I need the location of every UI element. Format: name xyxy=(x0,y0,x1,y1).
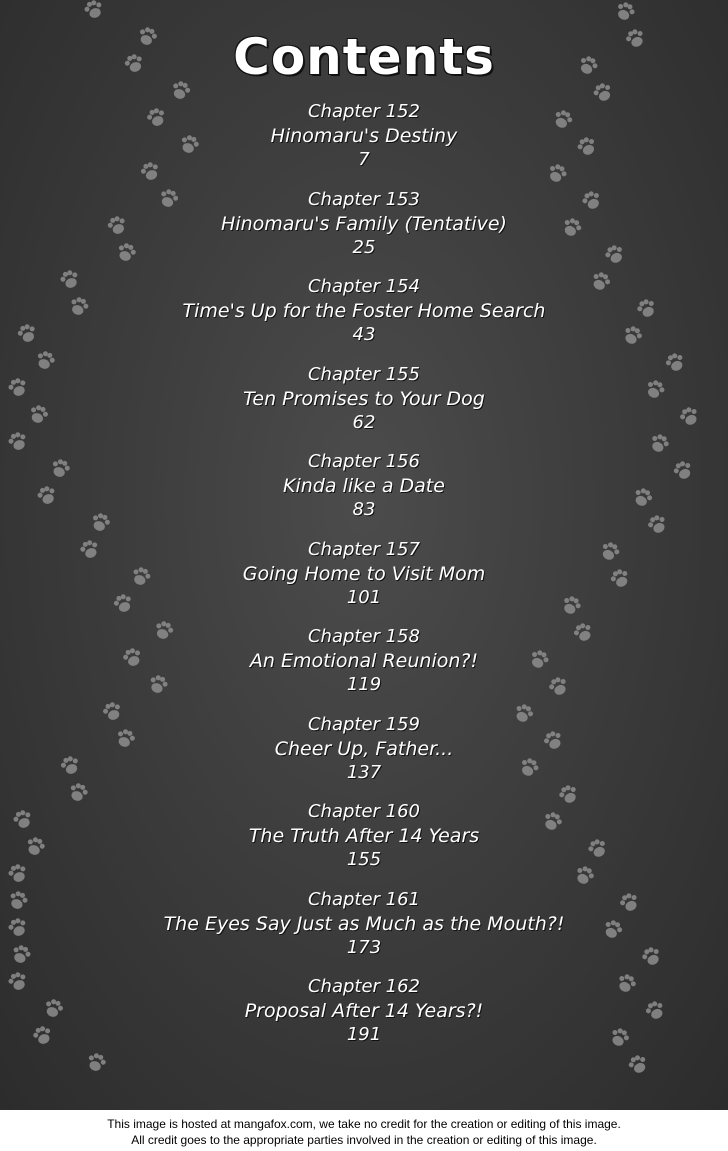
chapter-label: Chapter 162 xyxy=(307,976,421,997)
chapter-title: The Truth After 14 Years xyxy=(248,825,480,847)
chapter-page: 173 xyxy=(346,936,382,958)
chapter-page: 191 xyxy=(346,1024,382,1045)
chapter-label: Chapter 157 xyxy=(307,538,421,560)
chapter-label: Chapter 156 xyxy=(307,451,421,472)
chapter-label: Chapter 158 xyxy=(307,626,421,647)
chapter-title: Time's Up for the Foster Home Search xyxy=(182,300,546,322)
toc-entry-161 xyxy=(0,888,728,976)
chapter-label: Chapter 159 xyxy=(307,713,421,735)
chapter-page: 62 xyxy=(352,411,376,433)
toc-entry-157 xyxy=(0,538,728,626)
toc-entry-154 xyxy=(0,275,728,363)
chapter-label: Chapter 153 xyxy=(307,188,421,210)
chapter-title: Going Home to Visit Mom xyxy=(242,562,486,585)
credit-line-1: This image is hosted at mangafox.com, we take no credit for the creation or editing of this image. xyxy=(107,1117,621,1131)
chapter-page: 101 xyxy=(346,586,382,608)
chapter-label: Chapter 154 xyxy=(307,276,421,297)
hosting-credit xyxy=(0,1116,728,1148)
credit-line-2: All credit goes to the appropriate parties involved in the creation or editing of this image. xyxy=(131,1133,597,1147)
table-of-contents xyxy=(0,100,728,1063)
toc-entry-152 xyxy=(0,100,728,188)
toc-entry-162 xyxy=(0,975,728,1063)
chapter-label: Chapter 161 xyxy=(307,888,421,910)
paw-print-icon xyxy=(614,0,637,23)
toc-entry-155 xyxy=(0,363,728,451)
chapter-title: Proposal After 14 Years?! xyxy=(244,1000,484,1022)
paw-print-icon xyxy=(83,0,105,20)
chapter-page: 119 xyxy=(346,674,382,695)
chapter-label: Chapter 160 xyxy=(307,801,421,822)
chapter-title: Ten Promises to Your Dog xyxy=(243,387,485,410)
chapter-page: 25 xyxy=(352,236,376,258)
toc-entry-159 xyxy=(0,713,728,801)
chapter-page: 137 xyxy=(346,761,382,783)
chapter-page: 83 xyxy=(352,499,376,520)
toc-entry-153 xyxy=(0,188,728,276)
chapter-title: Hinomaru's Destiny xyxy=(270,125,458,147)
toc-entry-158 xyxy=(0,625,728,713)
chapter-title: Hinomaru's Family (Tentative) xyxy=(221,212,507,235)
chapter-page: 7 xyxy=(358,149,370,170)
chapter-title: Kinda like a Date xyxy=(283,475,445,497)
chapter-title: Cheer Up, Father... xyxy=(274,737,454,760)
chapter-title: An Emotional Reunion?! xyxy=(249,650,479,672)
chapter-page: 155 xyxy=(346,849,382,870)
chapter-page: 43 xyxy=(352,324,376,345)
page-title: Contents xyxy=(233,28,495,86)
chapter-title: The Eyes Say Just as Much as the Mouth?! xyxy=(163,912,565,935)
chapter-label: Chapter 155 xyxy=(307,363,421,385)
toc-entry-160 xyxy=(0,800,728,888)
toc-entry-156 xyxy=(0,450,728,538)
chapter-label: Chapter 152 xyxy=(307,101,421,122)
